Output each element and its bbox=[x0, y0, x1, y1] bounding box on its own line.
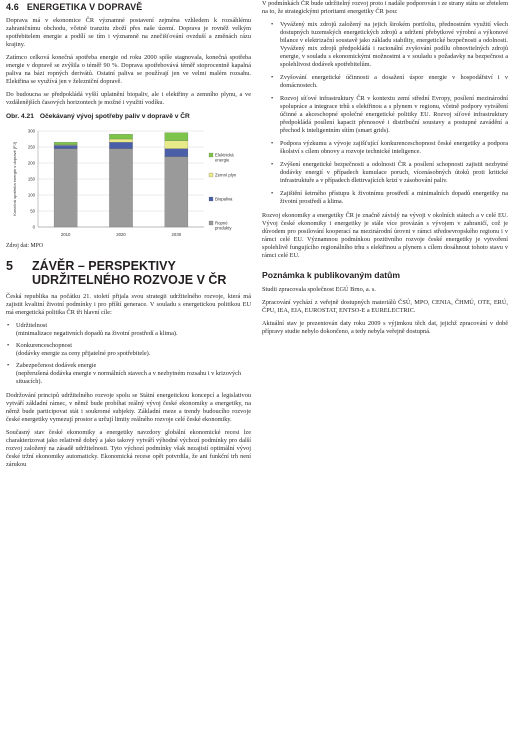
x-tick-label: 2010 bbox=[60, 232, 71, 237]
bar-segment bbox=[165, 133, 188, 141]
section-heading-4-6: 4.6 ENERGETIKA V DOPRAVĚ bbox=[6, 2, 143, 12]
section-heading-5: 5 ZÁVĚR – PERSPEKTIVY UDRŽITELNÉHO ROZVOJE V ČR bbox=[6, 259, 227, 287]
figure-caption: Obr. 4.21 Očekávaný vývoj spotřeby paliv v dopravě v ČR bbox=[6, 113, 190, 120]
y-tick-label: 50 bbox=[30, 208, 35, 214]
priorities-list bbox=[262, 21, 508, 206]
paragraph: Aktuální stav je prezentován daty roku 2009 s výjimkou těch dat, jejichž zpracování v době přípravy studie nebylo dokončeno, a tedy nebyla veřejně dostupná. bbox=[262, 320, 508, 335]
legend-label: Elektrická energie bbox=[215, 152, 234, 163]
bar-segment bbox=[54, 149, 77, 227]
bar-segment bbox=[165, 157, 188, 227]
list-item: • Udržitelnost (minimalizace negativních dopadů na životní prostředí a klima). bbox=[16, 322, 251, 338]
paragraph: Současný stav české ekonomiky a energetiky navzdory globální ekonomické recesi lze charakterizovat jako relativně dobrý a jako takový vytváří výhodné výchozí podmínky pro další rozvoj založený na zásadě udržitelnosti. Tyto výchozí podmínky však nezajistí optimální vývoj české tržní ekonomiky automaticky. Ekonomická recese opět potvrdila, že ani funkční trh není zárukou bbox=[6, 429, 251, 468]
list-item: • Zabezpečenost dodávek energie (nepřerušená dodávka energie v normálních stavech a v nezbytném rozsahu i v krizových situacích). bbox=[16, 362, 251, 386]
paragraph: V podmínkách ČR bude udržitelný rozvoj proto i nadále podporován i ze strany státu se zřetelem na to, že strategickými prioritami energetiky ČR jsou: bbox=[262, 0, 508, 15]
legend-swatch bbox=[209, 153, 213, 157]
list-item: • Zajištění šetrného přístupu k životnímu prostředí a minimalních dopadů energetiky na životní prostředí a klima. bbox=[280, 190, 508, 206]
list-item: • Zvyšování energetické účinnosti a dosažení úspor energie v hospodářství i v domácnostech. bbox=[280, 74, 508, 90]
paragraph: Dodržování principů udržitelného rozvoje spolu se Státní energetickou koncepcí a legislativou vytváří základní rámec, v němž bude probíhat reálný vývoj české ekonomiky a energetiky, na němž bude participovat stát i soukromé subjekty. Základní meze a trendy budoucího rozvoje české energetiky vymezují prostor a určují limity reálného rozvoje celé české ekonomiky. bbox=[6, 392, 251, 423]
goals-list bbox=[6, 322, 251, 386]
paragraph: Doprava má v ekonomice ČR významné postavení zejména vzhledem k rozsáhlému zahraničnímu obchodu, včetně tranzitu zboží přes naše území. Doprava je rovněž velkým spotřebitelem energie a podílí se tím i významně na znečišťování ovzduší a změnách rázu krajiny. bbox=[6, 17, 251, 48]
legend-swatch bbox=[209, 221, 213, 225]
x-tick-label: 2020 bbox=[116, 232, 126, 237]
y-axis-label: Konečná spotřeba energie v dopravě [PJ] bbox=[12, 142, 17, 216]
paragraph: Rozvoj ekonomiky a energetiky ČR je značně závislý na vývoji v okolních státech a v celé EU. Vývoj české ekonomiky i energetiky je stále více provázán s vývojem v zahraničí, což je důvodem pro posilování kooperací na mezinárodní úrovni v rámci středoevropského regionu i v rámci celé EU. Významnou podmínkou pozitivního rozvoje české energetiky je vytvoření spolehlivě fungujícího regionálního trhu s elektřinou a plynem s cílem dosáhnout tohoto stavu v rámci celé EU. bbox=[262, 212, 508, 259]
y-tick-label: 150 bbox=[27, 176, 35, 182]
y-tick-label: 200 bbox=[27, 160, 35, 166]
right-column bbox=[262, 0, 508, 341]
bar-segment bbox=[109, 142, 132, 148]
legend-label: Biopaliva bbox=[215, 196, 233, 202]
figure-source: Zdroj dat: MPO bbox=[6, 243, 44, 249]
bar-segment bbox=[54, 142, 77, 145]
y-tick-label: 0 bbox=[32, 224, 35, 230]
paragraph: Zatímco celková konečná spotřeba energie od roku 2000 spíše stagnovala, konečná spotřeba energie v dopravě se zvýšila o téměř 90 %. Doprava spotřebovává téměř stoprocentně kapalná paliva na bázi ropných derivátů. Ostatní paliva se používají jen ve velmi malém rozsahu. Elektřina se využívá jen v železniční dopravě. bbox=[6, 54, 251, 85]
bar-segment bbox=[109, 134, 132, 139]
list-item: • Zvýšení energetické bezpečnosti a odolnosti ČR a posílení schopnosti zajistit nezbytné dodávky energií v případech kumulace poruch, vícenásobných útoků proti kritické infrastruktuře a v případech dlettrvajících krizí v zásobování paliv. bbox=[280, 161, 508, 185]
legend-label: Ropné produkty bbox=[215, 220, 232, 231]
legend-swatch bbox=[209, 197, 213, 201]
left-column bbox=[6, 0, 251, 474]
x-tick-label: 2030 bbox=[171, 232, 182, 237]
paragraph: Česká republika na počátku 21. století přijala svou strategii udržitelného rozvoje, která má zajistit kvalitní životní podmínky i pro příští generace. V souladu s energetickou politikou EU má energetická politika ČR tři hlavní cíle: bbox=[6, 293, 251, 316]
list-item: • Rozvoj síťové infrastruktury ČR v kontextu zemí střední Evropy, posílení mezinárodní spolupráce a integrace trhů s elektřinou a s plynem v regionu, včetně podpory vytváření účinné a akceschopné společné energetické politiky EU. Rozvoj síťové infrastruktury předpokládá posílení kapacit přenosové i distribuční soustavy a postupné zavádění a přechod k inteligentním sítím (smart grids). bbox=[280, 95, 508, 135]
paragraph: Studii zpracovala společnost EGÚ Brno, a. s. bbox=[262, 286, 376, 293]
y-tick-label: 100 bbox=[27, 192, 35, 198]
paragraph: Zpracování vychází z veřejně dostupných materiálů ČSÚ, MPO, CENIA, ČHMÚ, OTE, ERÚ, ČPU, IEA, EIA, EUROSTAT, ENTSO-E a EURELECTRIC. bbox=[262, 299, 508, 314]
stacked-bar-chart bbox=[6, 123, 251, 241]
bar-segment bbox=[165, 141, 188, 149]
paragraph: Do budoucna se předpokládá vyšší uplatnění biopaliv, ale i elektřiny a zemního plynu, a ve vzdálenějších časových horizontech je možné i využití vodíku. bbox=[6, 91, 251, 106]
y-tick-label: 300 bbox=[27, 128, 35, 134]
chart-canvas bbox=[6, 123, 251, 241]
list-item: • Podpora výzkumu a vývoje zajišťující konkurenceschopnost české energetiky a podpora školství s cílem obnovy a rozvoje technické inteligence. bbox=[280, 140, 508, 156]
legend-label: Zemní plyn bbox=[215, 172, 237, 178]
list-item: • Konkurenceschopnost (dodávky energie za ceny přijatelné pro spotřebitele). bbox=[16, 342, 251, 358]
bar-segment bbox=[165, 149, 188, 157]
legend-swatch bbox=[209, 173, 213, 177]
y-tick-label: 250 bbox=[27, 144, 35, 150]
note-heading: Poznámka k publikovaným datům bbox=[262, 270, 401, 280]
list-item: • Vyvážený mix zdrojů založený na jejich širokém portfoliu, přednostním využití všech dostupných tuzemských energetických zdrojů a udržení přebytkové výrobní a výkonové bilance v elektrizační soustavě jako základu stability, energetické bezpečnosti a odolnosti. Vyvážený mix zdrojů předpokládá i racionální zvyšování podílu obnovitelných zdrojů energie, v souladu s ekonomickými možnostmi a v souladu s požadavky na bezpečnost a spolehlivost dodávek spotřebitelům. bbox=[280, 21, 508, 69]
bar-segment bbox=[109, 149, 132, 227]
bar-segment bbox=[54, 145, 77, 148]
bar-segment bbox=[109, 139, 132, 142]
